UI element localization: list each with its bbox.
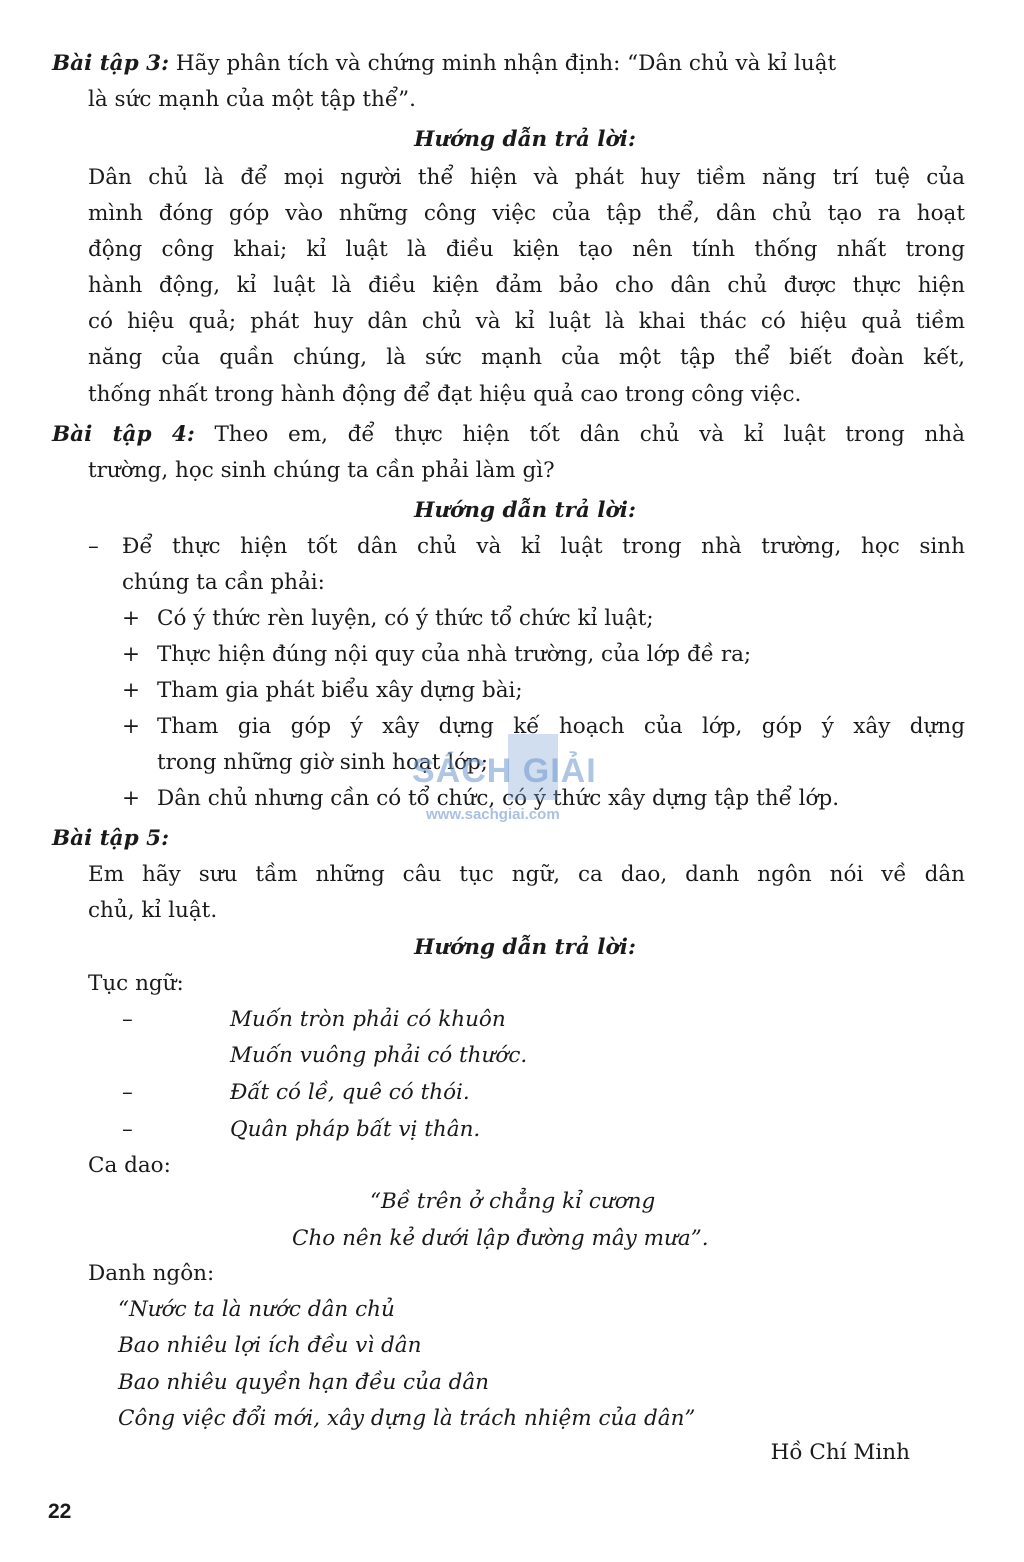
folk-verse: Cho nên kẻ dưới lập đường mây mưa”. (292, 1226, 709, 1251)
quote-label: Danh ngôn: (88, 1261, 215, 1286)
proverb: Muốn tròn phải có khuôn (230, 1007, 506, 1032)
text-line: năng của quần chúng, là sức mạnh của một tập thể biết đoàn kết, (88, 345, 965, 370)
dash-marker: – (122, 1007, 133, 1032)
text-line: Dân chủ là để mọi người thể hiện và phát huy tiềm năng trí tuệ của (88, 165, 965, 190)
exercise-label: Bài tập 5: (52, 826, 170, 851)
list-item: Có ý thức rèn luyện, có ý thức tổ chức kỉ luật; (157, 606, 654, 631)
list-item: trong những giờ sinh hoạt lớp; (157, 750, 489, 775)
proverb: Muốn vuông phải có thước. (230, 1043, 528, 1068)
text-line: hành động, kỉ luật là điều kiện đảm bảo cho dân chủ được thực hiện (88, 273, 965, 298)
text-line: động công khai; kỉ luật là điều kiện tạo nên tính thống nhất trong (88, 237, 965, 262)
plus-marker: + (122, 642, 141, 667)
quote-line: Bao nhiêu lợi ích đều vì dân (118, 1333, 422, 1358)
text-line: Em hãy sưu tầm những câu tục ngữ, ca dao, danh ngôn nói về dân (88, 862, 965, 887)
quote-author: Hồ Chí Minh (770, 1440, 910, 1465)
answer-heading: Hướng dẫn trả lời: (414, 935, 636, 960)
watermark-brand: SÁCH GIẢI (412, 752, 597, 790)
proverb: Quân pháp bất vị thân. (230, 1117, 481, 1142)
text-line: là sức mạnh của một tập thể”. (88, 87, 416, 112)
watermark-url: www.sachgiai.com (426, 806, 560, 823)
exercise-label: Bài tập 3: (52, 51, 170, 76)
text-line: Để thực hiện tốt dân chủ và kỉ luật trong nhà trường, học sinh (122, 534, 965, 559)
plus-marker: + (122, 678, 141, 703)
answer-heading: Hướng dẫn trả lời: (414, 498, 636, 523)
plus-marker: + (122, 714, 141, 739)
text-line: có hiệu quả; phát huy dân chủ và kỉ luật là khai thác có hiệu quả tiềm (88, 309, 965, 334)
exercise-3-question: Bài tập 3: Hãy phân tích và chứng minh nhận định: “Dân chủ và kỉ luật (52, 51, 837, 76)
exercise-4-question: Bài tập 4: Theo em, để thực hiện tốt dân chủ và kỉ luật trong nhà (52, 422, 965, 447)
text-line: mình đóng góp vào những công việc của tập thể, dân chủ tạo ra hoạt (88, 201, 965, 226)
list-item: Tham gia góp ý xây dựng kế hoạch của lớp, góp ý xây dựng (157, 714, 965, 739)
dash-marker: – (122, 1117, 133, 1142)
text-line: trường, học sinh chúng ta cần phải làm gì? (88, 458, 555, 483)
list-item: Thực hiện đúng nội quy của nhà trường, của lớp đề ra; (157, 642, 752, 667)
exercise-label: Bài tập 4: (52, 422, 195, 447)
folk-verse-label: Ca dao: (88, 1153, 171, 1178)
folk-verse: “Bề trên ở chẳng kỉ cương (370, 1189, 656, 1214)
plus-marker: + (122, 606, 141, 631)
list-item: Tham gia phát biểu xây dựng bài; (157, 678, 523, 703)
dash-marker: – (88, 534, 99, 559)
quote-line: “Nước ta là nước dân chủ (118, 1297, 395, 1322)
proverb: Đất có lề, quê có thói. (230, 1080, 470, 1105)
proverbs-label: Tục ngữ: (88, 971, 184, 996)
answer-heading: Hướng dẫn trả lời: (414, 127, 636, 152)
quote-line: Bao nhiêu quyền hạn đều của dân (118, 1370, 490, 1395)
text-line: chúng ta cần phải: (122, 570, 325, 595)
dash-marker: – (122, 1080, 133, 1105)
text-line: thống nhất trong hành động để đạt hiệu quả cao trong công việc. (88, 382, 802, 407)
plus-marker: + (122, 786, 141, 811)
list-item: Dân chủ nhưng cần có tổ chức, có ý thức xây dựng tập thể lớp. (157, 786, 840, 811)
quote-line: Công việc đổi mới, xây dựng là trách nhiệm của dân” (118, 1406, 696, 1431)
page-number: 22 (48, 1500, 72, 1523)
text-line: chủ, kỉ luật. (88, 898, 218, 923)
